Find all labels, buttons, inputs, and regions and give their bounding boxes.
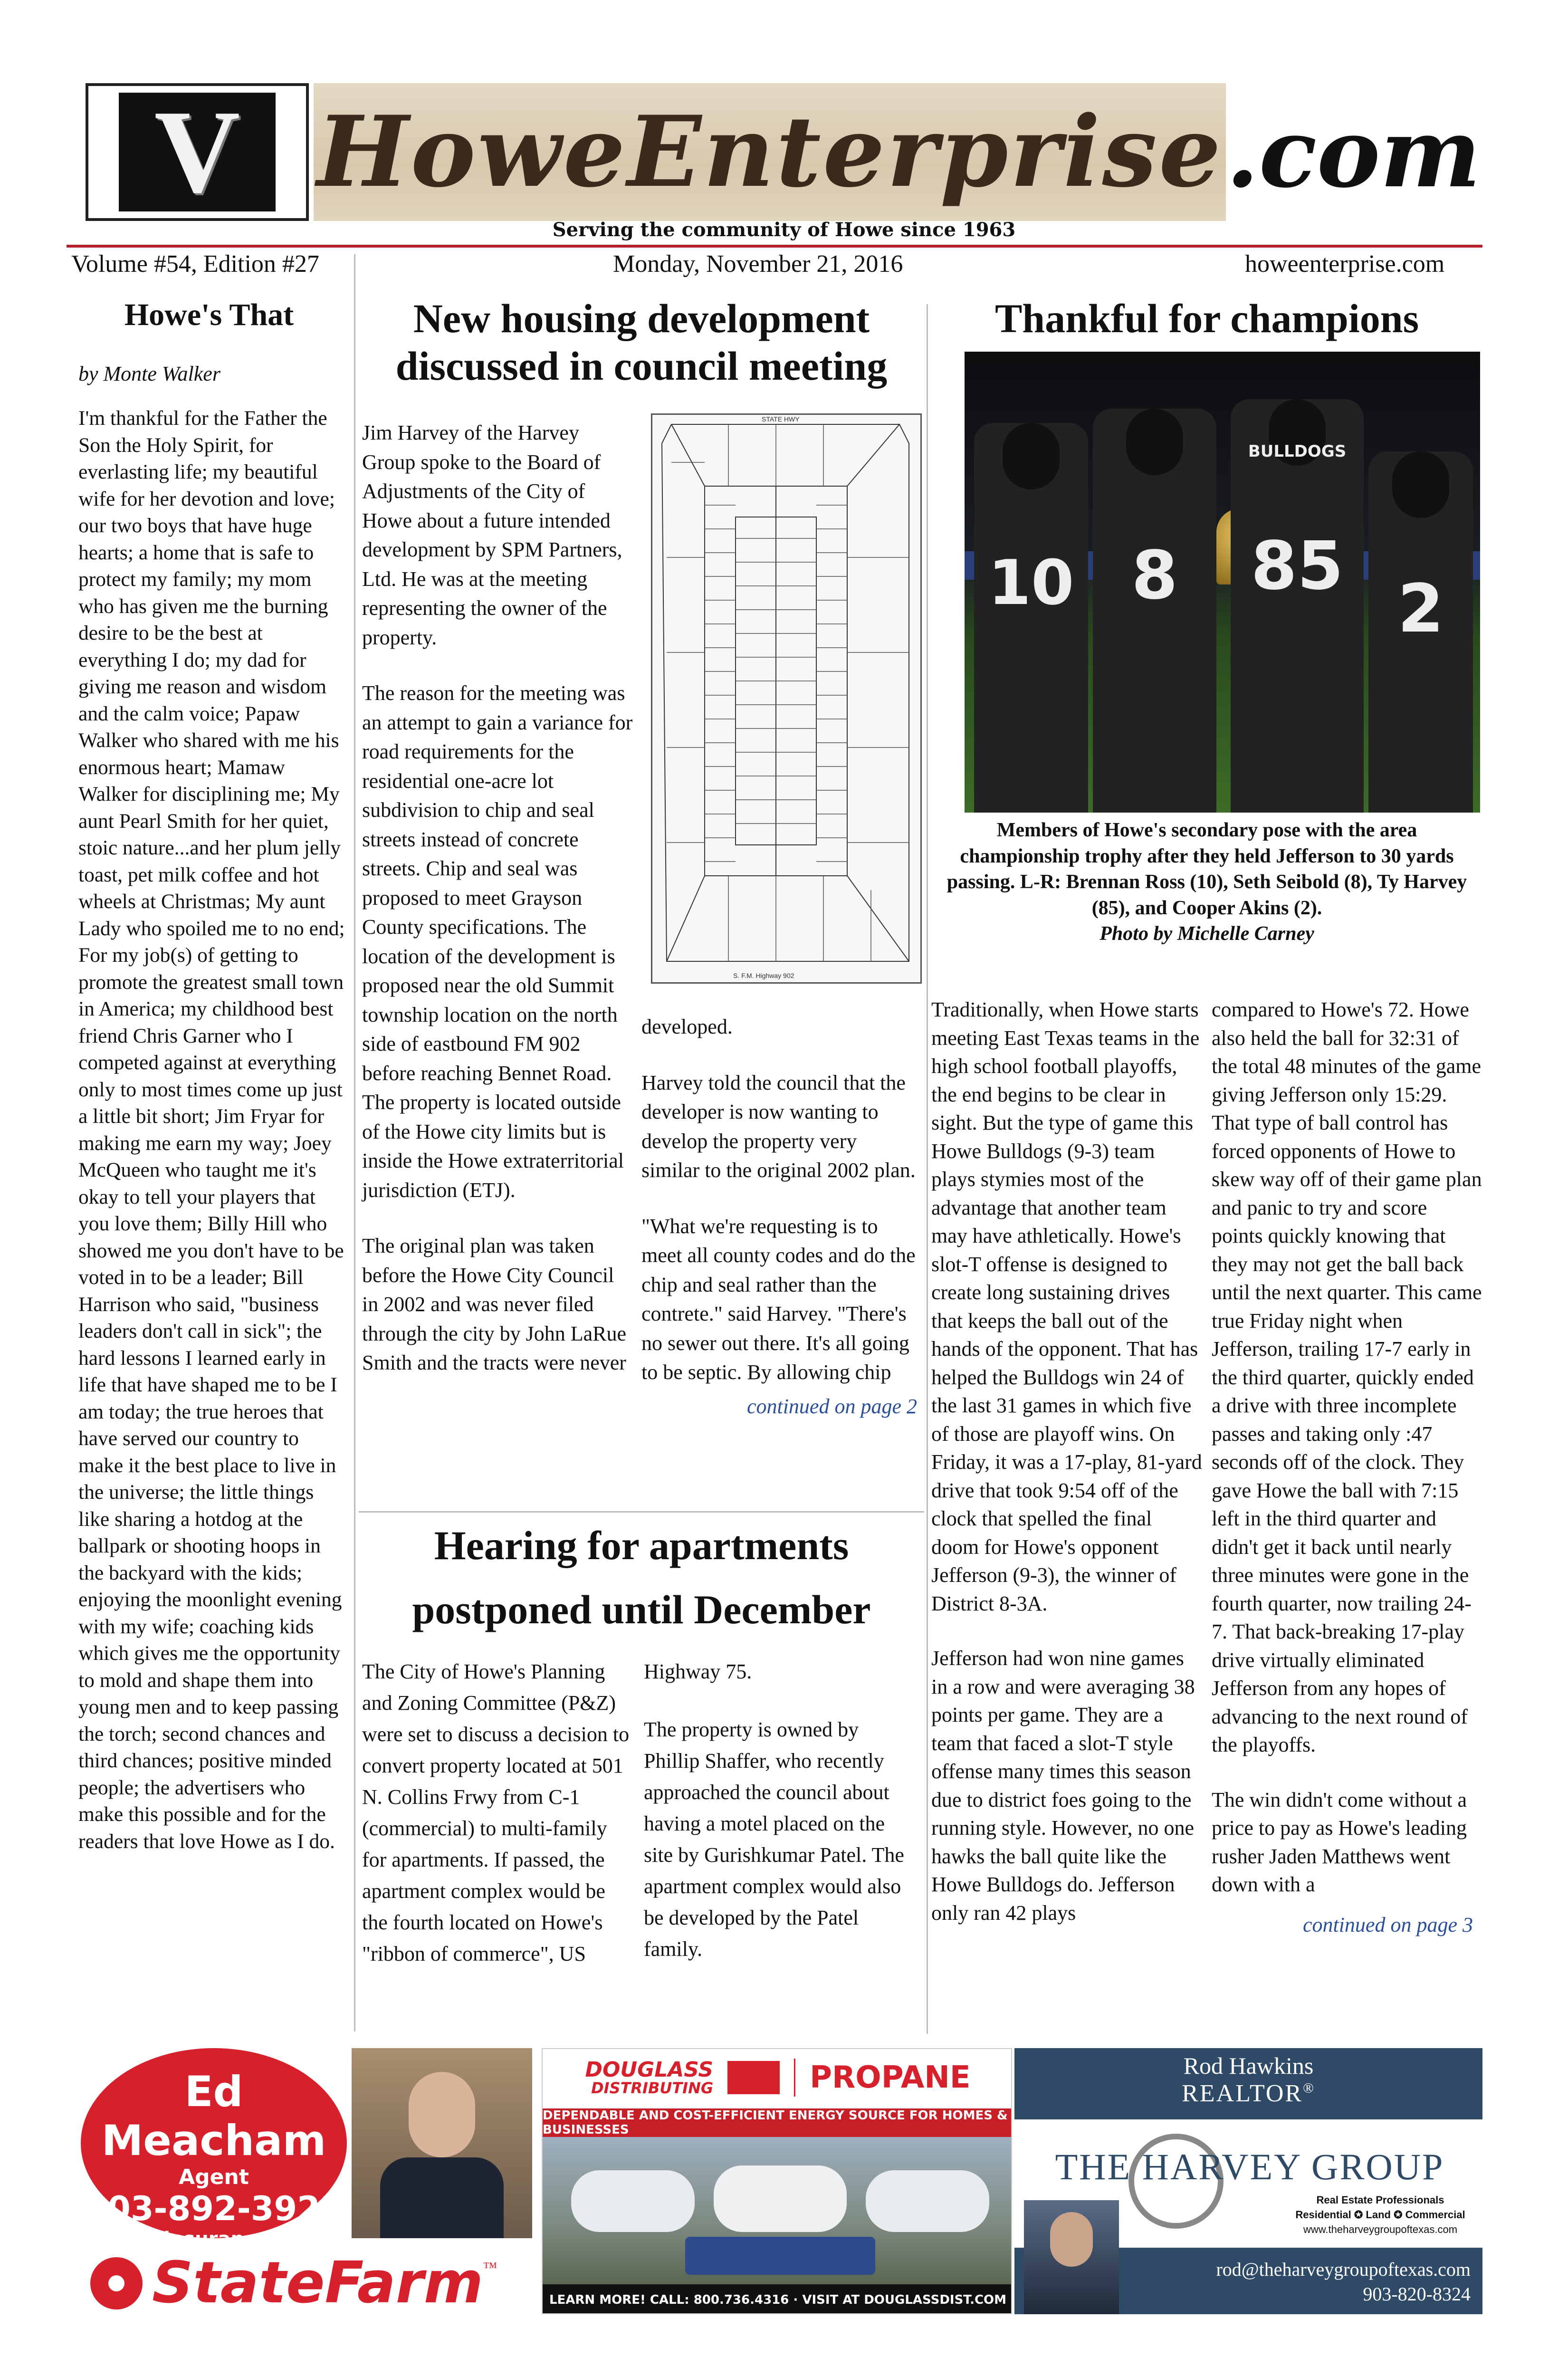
brand-bottom: DISTRIBUTING [591,2079,714,2097]
realtor-phone[interactable]: 903-820-8324 [1363,2283,1471,2305]
masthead-title-band [314,83,1226,221]
ad-douglass[interactable] [542,2048,1012,2314]
plat-map-image [651,413,922,984]
apartments-headline: Hearing for apartments postponed until December [412,1523,871,1632]
champions-col-1 [931,996,1202,1954]
douglass-d-icon [727,2061,780,2094]
helmet-icon [1392,451,1449,518]
company-name: THE HARVEY GROUP [1055,2146,1444,2187]
douglass-header [543,2049,1012,2106]
photo-credit: Photo by Michelle Carney [1100,923,1314,945]
champions-paragraph: Jefferson had won nine games in a row and were averaging 38 points per game. They are a team that faced a slot-T style offense many times this season due to district foes going to the running style. However, no one hawks the ball quite like the Howe Bulldogs do. Jefferson only ran 42 plays [931,1647,1195,1925]
housing-paragraph: The reason for the meeting was an attempt to gain a variance for road requirements for the residential one-acre lot subdivision to chip and seal streets instead of concrete streets. Chip and seal was proposed to meet Grayson County specifications. The location of the development is proposed near the old Summit township location on the north side of eastbound FM 902 before reaching Bennet Road. The property is located outside of the Howe city limits but is inside the Howe extraterritorial jurisdiction (ETJ). [362,681,633,1202]
apartments-col-1 [362,1656,633,1996]
product-label: PROPANE [810,2060,971,2095]
agent-role: Agent [179,2165,249,2189]
housing-paragraph: Harvey told the council that the developer is now wanting to develop the property very similar to the original 2002 plan. [641,1071,916,1182]
site-link[interactable]: howeenterprise.com [1245,250,1445,278]
player-figure [974,423,1088,813]
helmet-icon [1003,423,1060,489]
agent-phone: 903-892-3923 [84,2189,344,2228]
statefarm-ovals-icon [90,2257,143,2309]
column-divider [927,304,928,2034]
player-figure [1368,451,1473,813]
masthead-rule [67,245,1482,248]
douglass-tagline: DEPENDABLE AND COST-EFFICIENT ENERGY SOURCE FOR HOMES & BUSINESSES [543,2108,1012,2137]
statefarm-wordmark: StateFarm [152,2250,483,2314]
housing-article [359,295,924,390]
champions-photo [965,352,1480,813]
ad-harvey-group[interactable] [1014,2048,1482,2314]
company-web[interactable]: www.theharveygroupoftexas.com [1303,2223,1458,2235]
volume-edition: Volume #54, Edition #27 [71,250,319,278]
player-figure [1231,399,1364,813]
agent-photo [352,2048,532,2238]
realtor-email[interactable]: rod@theharveygroupoftexas.com [1216,2259,1471,2280]
housing-paragraph: The original plan was taken before the Howe City Council in 2002 and was never filed through the city by John LaRue Smith and the tracts were never [362,1234,627,1374]
photo-caption [946,817,1468,947]
jersey-number: 85 [1251,527,1344,605]
trademark: ™ [483,2260,497,2275]
player-figure [1093,409,1216,813]
champions-paragraph: The win didn't come without a price to pay as Howe's leading rusher Jaden Matthews went down with a [1212,1788,1467,1896]
masthead-dotcom: .com [1226,97,1481,209]
logo-letter: V [154,86,240,218]
champions-col-2 [1212,996,1482,1939]
champions-headline: Thankful for champions [994,296,1419,341]
brand-top: DOUGLASS [585,2058,714,2082]
housing-paragraph: developed. [641,1015,733,1038]
realtor-photo [1024,2200,1119,2314]
housing-col-1 [362,418,633,1404]
byline: by Monte Walker [78,362,220,385]
continued-link[interactable]: continued on page 3 [1302,1913,1473,1936]
propane-tank [571,2170,695,2232]
housing-col-2 [641,1012,917,1421]
masthead-title: HoweEnterprise [316,95,1223,209]
realtor-role: REALTOR [1182,2080,1303,2107]
continued-link[interactable]: continued on page 2 [746,1394,917,1418]
realtor-banner [1014,2048,1482,2119]
section-divider [359,1511,924,1513]
ad-text [81,2067,347,2250]
masthead-tagline: Serving the community of Howe since 1963 [552,219,1016,241]
truck-fleet-photo [543,2137,1012,2284]
apartments-col-2 [644,1656,915,1992]
avatar [409,2072,475,2157]
company-sub: Real Estate Professionals [1316,2194,1444,2206]
propane-tank [714,2165,847,2232]
realtor-name: Rod Hawkins [1183,2052,1314,2079]
avatar [1050,2212,1093,2267]
agent-name: Ed Meacham [101,2067,326,2165]
company-details [1281,2193,1480,2237]
housing-paragraph: "What we're requesting is to meet all county codes and do the chip and seal rather than the contrete." said Harvey. "There's no sewer out there. It's all going to be septic. By allowing chip [641,1214,916,1384]
column-howes-that [71,297,347,2036]
jersey-number: 2 [1397,570,1444,648]
jersey-number: 10 [988,546,1074,619]
map-label-bottom: S. F.M. Highway 902 [733,972,794,979]
housing-paragraph: Jim Harvey of the Harvey Group spoke to the Board of Adjustments of the City of Howe about a future intended development by SPM Partners, Ltd. He was at the meeting representing the owner of the property. [362,421,622,649]
registered-mark: ® [1303,2080,1315,2096]
jersey-number: 8 [1131,537,1178,614]
agent-site: mredinsurance.com [108,2228,320,2250]
douglass-footer: LEARN MORE! CALL: 800.736.4316 · VISIT AT DOUGLASSDIST.COM [543,2284,1012,2314]
column-divider [354,254,355,2031]
champions-paragraph: compared to Howe's 72. Howe also held the ball for 32:31 of the total 48 minutes of the game giving Jefferson only 15:29. That type of ball control has forced opponents of Howe to skew way off of their game plan and panic to try and score points quickly knowing that they may not get the ball back until the next quarter. This came true Friday night when Jefferson, trailing 17-7 early in the third quarter, quickly ended a drive with three incomplete passes and taking only :47 seconds off of the clock. They gave Howe the ball with 7:15 left in the third quarter and didn't get it back until nearly three minutes were gone in the fourth quarter, now trailing 24-7. That back-breaking 17-play drive virtually eliminated Jefferson from any hopes of advancing to the next round of the playoffs. [1212,998,1482,1756]
contact-info [1138,2257,1471,2307]
masthead [86,83,1482,226]
column-title: Howe's That [124,297,294,332]
apartments-paragraph: The property is owned by Phillip Shaffer, who recently approached the council about having a motel placed on the site by Gurishkumar Patel. The apartment complex would also be developed by the Patel family. [644,1718,904,1961]
masthead-logo [86,83,309,221]
apartments-article [359,1514,924,1642]
map-label-top: STATE HWY [762,415,800,423]
statefarm-logo [90,2250,532,2314]
champions-paragraph: Traditionally, when Howe starts meeting East Texas teams in the high school football playoffs, the end begins to be clear in sight. But the type of game this Howe Bulldogs (9-3) team plays stymies most of the advantage that another team may have athletically. Howe's slot-T offense is designed to create long sustaining drives that keeps the ball out of the hands of the opponent. That has helped the Bulldogs win 24 of the last 31 games in which five of those are playoff wins. On Friday, it was a 17-play, 81-yard drive that took 9:54 off of the clock that spelled the final doom for Howe's opponent Jefferson (9-3), the winner of District 8-3A. [931,998,1202,1615]
housing-headline: New housing development discussed in council meeting [395,296,888,389]
issue-date: Monday, November 21, 2016 [613,250,903,278]
company-types: Residential ✪ Land ✪ Commercial [1295,2208,1465,2221]
suit [380,2157,504,2238]
helmet-icon [1126,409,1183,475]
column-body: I'm thankful for the Father the Son the Holy Spirit, for everlasting life; my beautiful wife for her devotion and love; our two boys that have huge hearts; a home that is safe to protect my family; my mom who has given me the burning desire to be the best at everything I do; my dad for giving me reason and wisdom and the calm voice; Papaw Walker who shared with me his enormous heart; Mamaw Walker for disciplining me; My aunt Pearl Smith for her quiet, stoic nature...and her plum jelly toast, pet milk coffee and hot wheels at Christmas; My aunt Lady who spoiled me to no end; For my job(s) of getting to promote the greatest small town in America; my childhood best friend Chris Garner who I competed against at everything only to most times come up just a little bit short; Jim Fryar for making me earn my way; Joey McQueen who taught me it's okay to tell your players that you love them; Billy Hill who showed me you don't have to be voted in to be a leader; Bill Harrison who said, "business leaders don't call in sick"; the hard lessons I learned early in life that have shaped me to be I am today; the true heroes that have served our country to make it the best place to live in the universe; the little things like sharing a hotdog at the ballpark or shooting hoops in the backyard with the kids; enjoying the moonlight evening with my wife; coaching kids which gives me the opportunity to mold and shape them into young men and to keep passing the torch; second chances and third chances; positive minded people; the advertisers who make this possible and for the readers that love Howe as I do. [78,407,345,1853]
apartments-paragraph: The City of Howe's Planning and Zoning Committee (P&Z) were set to discuss a decision to convert property located at 501 N. Collins Frwy from C-1 (commercial) to multi-family for apartments. If passed, the apartment complex would be the fourth located on Howe's "ribbon of commerce", US [362,1660,630,1965]
champions-article [931,295,1482,342]
propane-tank [866,2170,989,2232]
apartments-paragraph: Highway 75. [644,1660,752,1683]
ad-statefarm[interactable] [71,2048,537,2314]
team-label: BULLDOGS [1248,442,1347,461]
caption-text: Members of Howe's secondary pose with the area championship trophy after they held Jefferson to 30 yards passing. L-R: Brennan Ross (10), Seth Seibold (8), Ty Harvey (85), and Cooper Akins (2). [947,819,1467,919]
staff-group [685,2237,875,2275]
